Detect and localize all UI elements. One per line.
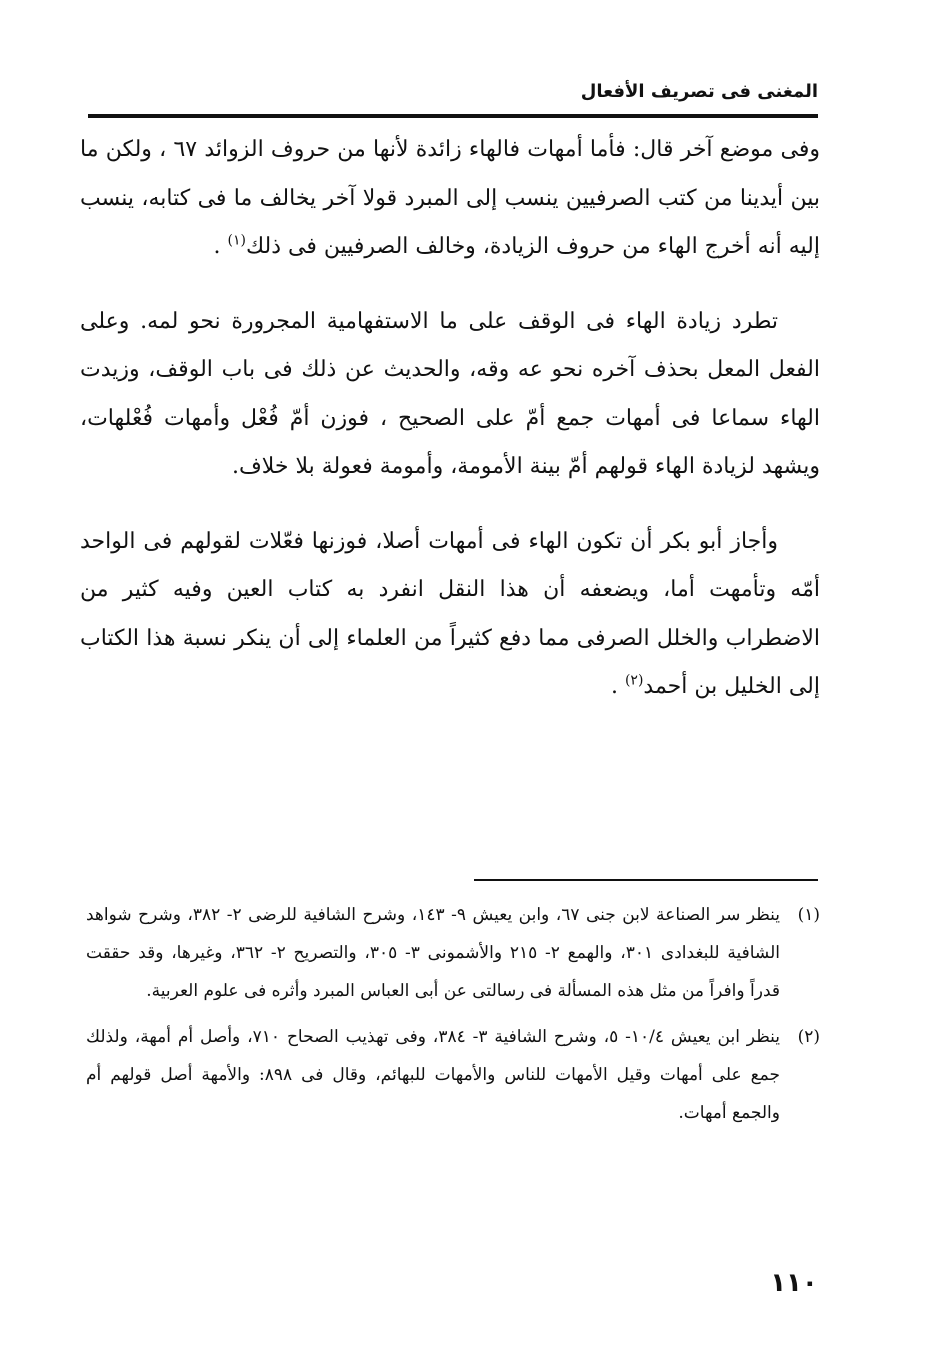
main-text (80, 126, 820, 738)
footnotes (86, 896, 820, 1140)
paragraph-1-text: وفى موضع آخر قال: فأما أمهات فالهاء زائدة لأنها من حروف الزوائد ٦٧ ، ولكن ما بين أيدينا من كتب الصرفيين ينسب إلى المبرد قولا آخر يخالف ما فى كتابه، ينسب إليه أنه أخرج الهاء من حروف الزيادة، وخالف الصرفيين فى ذلك (80, 137, 820, 259)
header-rule (88, 114, 818, 118)
footnote-2-number: (٢) (797, 1027, 820, 1047)
paragraph-1-tail: . (213, 234, 228, 259)
paragraph-3-text: وأجاز أبو بكر أن تكون الهاء فى أمهات أصلا، فوزنها فعّلات لقولهم فى الواحد أمّه وتأمهت أما، ويضعفه أن هذا النقل انفرد به كتاب العين وفيه كثير من الاضطراب والخلل الصرفى مما دفع كثيراً من العلماء إلى أن ينكر نسبة هذا الكتاب إلى الخليل بن أحمد (80, 528, 820, 699)
footnote-2-text: ينظر ابن يعيش ١٠/٤- ٥، وشرح الشافية ٣- ٣٨٤، وفى تهذيب الصحاح ٧١٠، وأصل أم أمهة، ولذلك جمع على أمهات وقيل الأمهات للناس والأمهات للبهائم، وقال فى ٨٩٨: والأمهة أصل قولهم أم والجمع أمهات. (86, 1027, 781, 1123)
footnote-marker-2: (٢) (624, 672, 644, 689)
running-title: المغنى فى تصريف الأفعال (580, 81, 818, 102)
footnote-1-number: (١) (797, 905, 820, 925)
page-number: ١١٠ (770, 1268, 818, 1298)
footnote-1 (86, 896, 820, 1010)
paragraph-3-tail: . (610, 674, 625, 699)
footnote-marker-1: (١) (227, 232, 246, 249)
paragraph-2 (80, 298, 820, 492)
paragraph-1 (80, 126, 820, 272)
footnote-2 (86, 1018, 820, 1132)
paragraph-2-text: تطرد زيادة الهاء فى الوقف على ما الاستفهامية المجرورة نحو لمه. وعلى الفعل المعل بحذف آخره نحو عه وقه، والحديث عن ذلك فى باب الوقف، وزيدت الهاء سماعا فى أمهات جمع أمّ على الصحيح ، فوزن أمّ فُعْل وأمهات فُعْلهات، ويشهد لزيادة الهاء قولهم أمّ بينة الأمومة، وأمومة فعولة بلا خلاف. (80, 308, 820, 479)
footnote-1-text: ينظر سر الصناعة لابن جنى ٦٧، وابن يعيش ٩- ١٤٣، وشرح الشافية للرضى ٢- ٣٨٢، وشرح شواهد الشافية للبغدادى ٣٠١، والهمع ٢- ٢١٥ والأشمونى ٣- ٣٠٥، والتصريح ٢- ٣٦٢، وغيرها، وقد حققت قدراً وافراً من مثل هذه المسألة فى رسالتى عن أبى العباس المبرد وأثره فى علوم العربية. (86, 905, 781, 1001)
paragraph-3 (80, 518, 820, 712)
footnote-separator (474, 879, 818, 881)
